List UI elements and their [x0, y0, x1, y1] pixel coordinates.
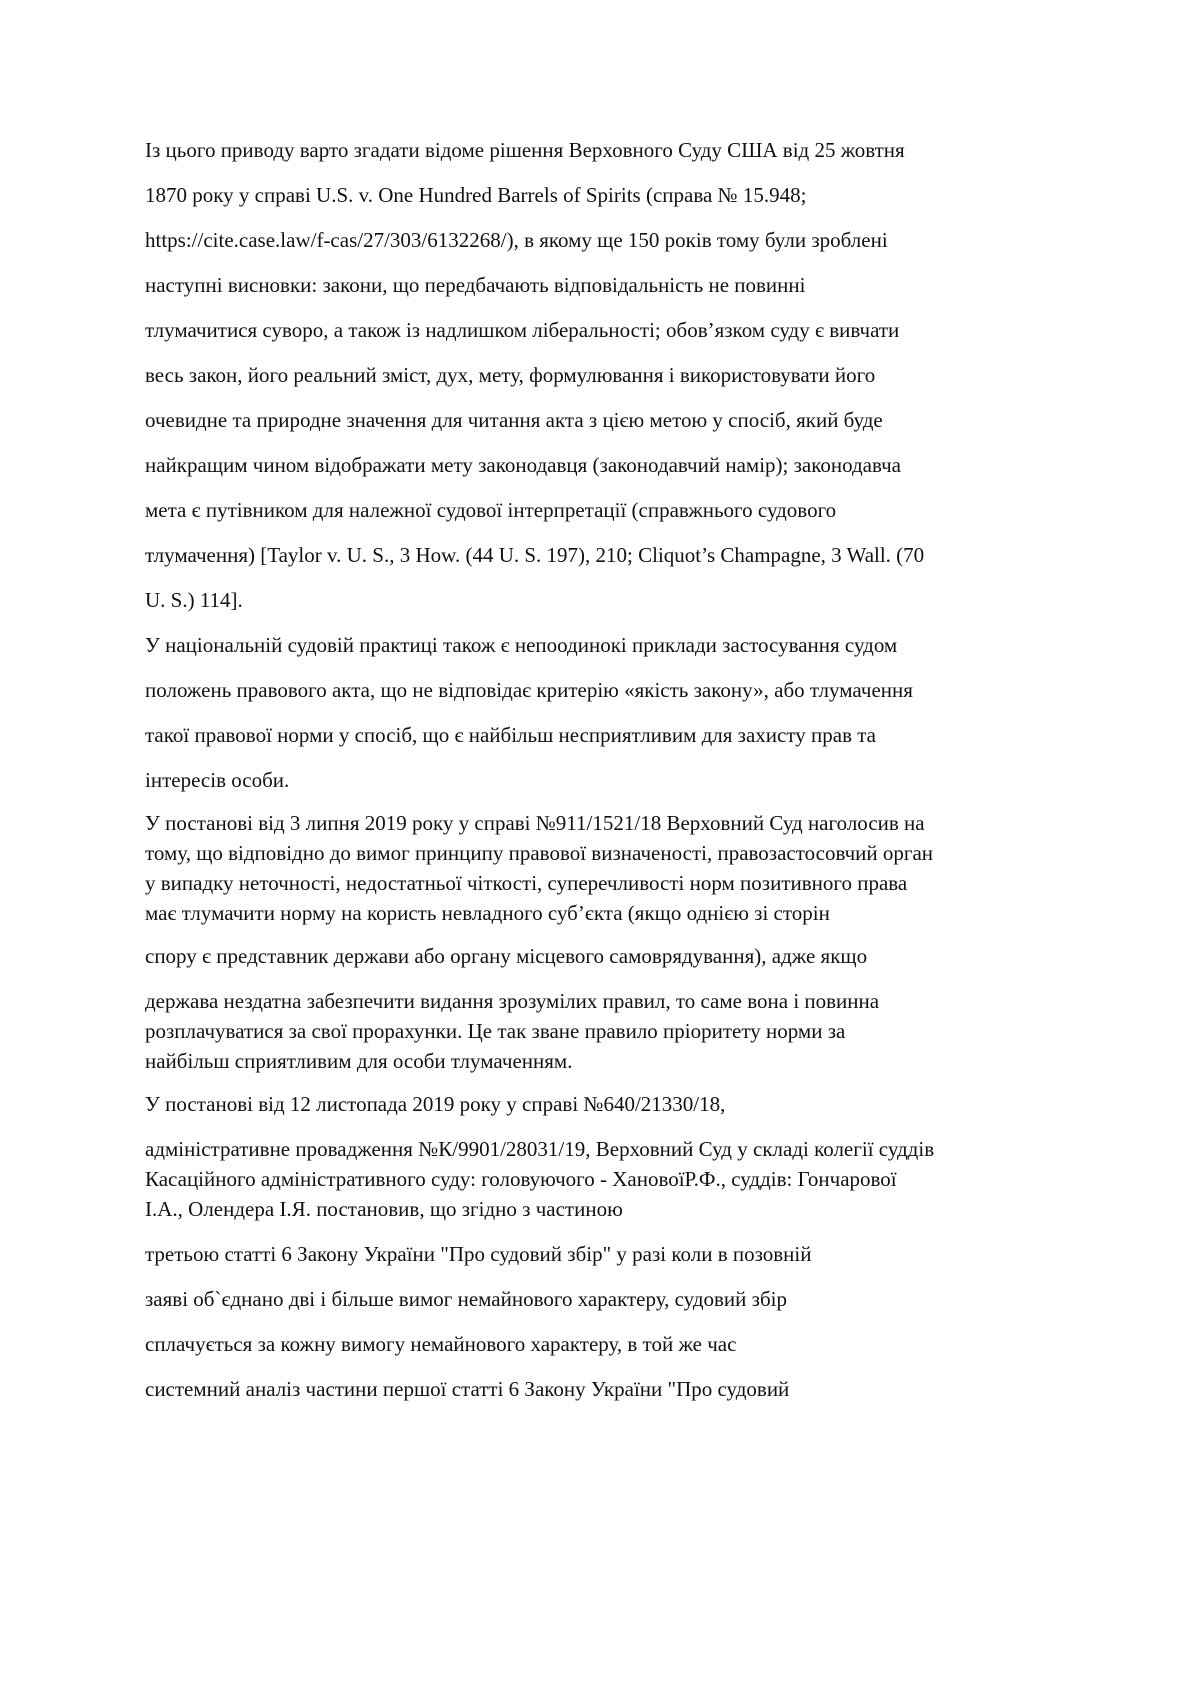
paragraph-1-line-1: Із цього приводу варто згадати відоме рішення Верховного Суду США від 25 жовтня — [145, 138, 905, 162]
paragraph-4-line-7: сплачується за кожну вимогу немайнового характеру, в той же час — [145, 1332, 737, 1356]
paragraph-1-line-3: https://cite.case.law/f-cas/27/303/6132268/), в якому ще 150 років тому були зроблені — [145, 228, 888, 252]
paragraph-1-line-2: 1870 року у справі U.S. v. One Hundred Barrels of Spirits (справа № 15.948; — [145, 183, 807, 207]
paragraph-4-line-4: І.А., Олендера І.Я. постановив, що згідно з частиною — [145, 1197, 623, 1221]
paragraph-3-line-1: У постанові від 3 липня 2019 року у справі №911/1521/18 Верховний Суд наголосив на — [145, 811, 925, 835]
paragraph-4-line-8: системний аналіз частини першої статті 6 Закону України "Про судовий — [145, 1377, 790, 1401]
paragraph-1-line-10: тлумачення) [Taylor v. U. S., 3 How. (44 U. S. 197), 210; Cliquot’s Champagne, 3 Wall. (70 — [145, 543, 925, 567]
paragraph-1-line-4: наступні висновки: закони, що передбачають відповідальність не повинні — [145, 273, 806, 297]
paragraph-2-line-1: У національній судовій практиці також є непоодинокі приклади застосування судом — [145, 633, 898, 657]
paragraph-4-line-5: третьою статті 6 Закону України "Про судовий збір" у разі коли в позовній — [145, 1242, 812, 1266]
paragraph-3-line-7: розплачуватися за свої прорахунки. Це так зване правило пріоритету норми за — [145, 1019, 846, 1043]
paragraph-3-line-5: спору є представник держави або органу місцевого самоврядування), адже якщо — [145, 944, 868, 968]
paragraph-1-line-7: очевидне та природне значення для читання акта з цією метою у спосіб, який буде — [145, 408, 883, 432]
paragraph-1-line-11: U. S.) 114]. — [145, 588, 243, 612]
paragraph-4-line-1: У постанові від 12 листопада 2019 року у справі №640/21330/18, — [145, 1092, 726, 1116]
paragraph-4-line-6: заяві об`єднано дві і більше вимог немайнового характеру, судовий збір — [145, 1287, 787, 1311]
paragraph-4-line-2: адміністративне провадження №К/9901/28031/19, Верховний Суд у складі колегії суддів — [145, 1137, 935, 1161]
paragraph-2-line-2: положень правового акта, що не відповідає критерію «якість закону», або тлумачення — [145, 678, 913, 702]
paragraph-1-line-8: найкращим чином відображати мету законодавця (законодавчий намір); законодавча — [145, 453, 901, 477]
paragraph-3-line-4: має тлумачити норму на користь невладного суб’єкта (якщо однією зі сторін — [145, 901, 830, 925]
paragraph-1-line-9: мета є путівником для належної судової інтерпретації (справжнього судового — [145, 498, 837, 522]
paragraph-2-line-3: такої правової норми у спосіб, що є найбільш несприятливим для захисту прав та — [145, 723, 876, 747]
paragraph-3-line-8: найбільш сприятливим для особи тлумаченням. — [145, 1049, 573, 1073]
paragraph-2-line-4: інтересів особи. — [145, 768, 290, 792]
paragraph-3-line-6: держава нездатна забезпечити видання зрозумілих правил, то саме вона і повинна — [145, 989, 880, 1013]
paragraph-4-line-3: Касаційного адміністративного суду: головуючого - ХановоїР.Ф., суддів: Гончарової — [145, 1167, 897, 1191]
paragraph-1-line-5: тлумачитися суворо, а також із надлишком ліберальності; обов’язком суду є вивчати — [145, 318, 900, 342]
paragraph-3-line-3: у випадку неточності, недостатньої чіткості, суперечливості норм позитивного права — [145, 871, 908, 895]
paragraph-3-line-2: тому, що відповідно до вимог принципу правової визначеності, правозастосовчий орган — [145, 841, 934, 865]
paragraph-1-line-6: весь закон, його реальний зміст, дух, мету, формулювання і використовувати його — [145, 363, 876, 387]
